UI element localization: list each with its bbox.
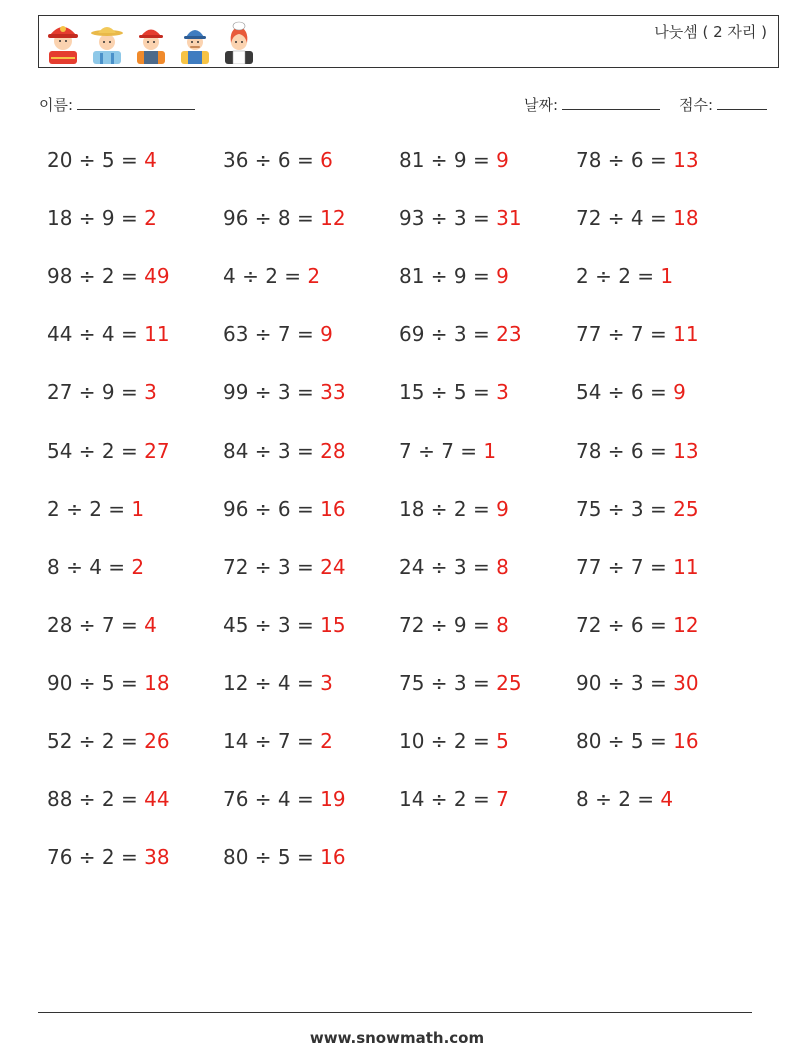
- problem-item: [399, 554, 509, 580]
- problem-item: [223, 670, 333, 696]
- problem-item: [223, 321, 333, 347]
- worksheet-title: 나눗셈 ( 2 자리 ): [654, 23, 767, 41]
- problem-answer: 7: [496, 787, 509, 812]
- farmer-icon: [89, 21, 125, 64]
- problem-answer: 9: [320, 322, 333, 347]
- problem-item: [576, 670, 699, 696]
- problem-item: [223, 612, 346, 638]
- problem-answer: 11: [673, 554, 699, 579]
- problem-question: 45 ÷ 3 =: [223, 612, 321, 637]
- problem-item: [399, 147, 509, 173]
- problem-question: 98 ÷ 2 =: [47, 264, 145, 289]
- problem-item: [576, 554, 699, 580]
- name-blank[interactable]: [77, 96, 195, 110]
- problem-item: [223, 147, 333, 173]
- problem-question: 75 ÷ 3 =: [576, 496, 674, 521]
- problem-question: 10 ÷ 2 =: [399, 729, 497, 753]
- problem-answer: 49: [144, 264, 170, 289]
- problem-item: [399, 670, 522, 696]
- problem-item: [399, 786, 509, 812]
- problem-answer: 9: [496, 148, 509, 172]
- problem-item: [399, 496, 509, 522]
- avatar-strip: [45, 21, 257, 64]
- problem-question: 90 ÷ 5 =: [47, 670, 145, 695]
- problem-question: 76 ÷ 2 =: [47, 845, 145, 870]
- problem-question: 96 ÷ 6 =: [223, 496, 321, 521]
- problem-item: [223, 728, 333, 754]
- problem-item: [47, 205, 157, 231]
- problem-item: [47, 438, 170, 464]
- problem-question: 81 ÷ 9 =: [399, 264, 497, 289]
- problem-answer: 2: [320, 729, 333, 753]
- score-field: [679, 94, 767, 115]
- problem-item: [223, 844, 346, 870]
- problem-question: 54 ÷ 2 =: [47, 438, 145, 463]
- problem-answer: 4: [144, 148, 157, 172]
- problem-answer: 25: [673, 496, 699, 521]
- problem-answer: 18: [144, 670, 170, 695]
- problem-question: 4 ÷ 2 =: [223, 264, 308, 289]
- problem-item: [576, 438, 699, 464]
- problem-item: [47, 786, 170, 812]
- problem-answer: 9: [673, 380, 686, 405]
- problem-question: 20 ÷ 5 =: [47, 148, 145, 172]
- name-field: [39, 94, 195, 115]
- problem-item: [47, 321, 170, 347]
- problem-item: [47, 554, 144, 580]
- problem-question: 99 ÷ 3 =: [223, 380, 321, 405]
- problem-answer: 15: [320, 612, 346, 637]
- problem-question: 80 ÷ 5 =: [223, 845, 321, 870]
- problem-answer: 1: [483, 438, 497, 463]
- problem-item: [576, 786, 673, 812]
- problem-answer: 12: [673, 612, 699, 637]
- problem-question: 18 ÷ 9 =: [47, 206, 145, 231]
- problem-item: [223, 554, 346, 580]
- problem-item: [47, 670, 170, 696]
- problem-item: [223, 496, 346, 522]
- problem-question: 28 ÷ 7 =: [47, 612, 145, 637]
- problem-item: [576, 612, 699, 638]
- problem-answer: 3: [320, 670, 333, 695]
- problem-answer: 13: [673, 148, 699, 172]
- problem-answer: 30: [673, 670, 699, 695]
- problem-question: 8 ÷ 2 =: [576, 787, 661, 812]
- problem-item: [399, 379, 509, 405]
- score-label: 점수:: [679, 96, 714, 114]
- problem-answer: 24: [320, 554, 346, 579]
- problem-question: 69 ÷ 3 =: [399, 322, 497, 347]
- problem-question: 81 ÷ 9 =: [399, 148, 497, 172]
- problem-item: [47, 496, 144, 522]
- problem-question: 78 ÷ 6 =: [576, 148, 674, 172]
- problem-question: 2 ÷ 2 =: [47, 496, 132, 521]
- problem-answer: 26: [144, 729, 170, 753]
- problem-question: 14 ÷ 2 =: [399, 787, 497, 812]
- problem-item: [399, 612, 509, 638]
- problem-item: [399, 321, 522, 347]
- footer-site: www.snowmath.com: [309, 1029, 485, 1047]
- problem-answer: 1: [131, 496, 145, 521]
- problem-answer: 16: [320, 845, 346, 870]
- problem-question: 27 ÷ 9 =: [47, 380, 145, 405]
- problem-item: [223, 786, 346, 812]
- problem-item: [576, 496, 699, 522]
- construction-worker-icon: [133, 21, 169, 64]
- problem-item: [399, 728, 509, 754]
- problem-question: 2 ÷ 2 =: [576, 264, 661, 289]
- problem-item: [47, 728, 170, 754]
- problem-item: [399, 263, 509, 289]
- problem-item: [399, 438, 496, 464]
- problem-question: 36 ÷ 6 =: [223, 148, 321, 172]
- problem-item: [47, 147, 157, 173]
- problem-question: 88 ÷ 2 =: [47, 787, 145, 812]
- problem-answer: 4: [660, 787, 674, 812]
- mechanic-icon: [177, 21, 213, 64]
- problem-answer: 12: [320, 206, 346, 231]
- problem-question: 76 ÷ 4 =: [223, 787, 321, 812]
- worksheet-header: [38, 15, 779, 68]
- problem-answer: 9: [496, 496, 509, 521]
- problem-answer: 8: [496, 554, 509, 579]
- problem-question: 15 ÷ 5 =: [399, 380, 497, 405]
- problem-question: 24 ÷ 3 =: [399, 554, 497, 579]
- problem-answer: 6: [320, 148, 333, 172]
- date-label: 날짜:: [524, 96, 559, 114]
- date-field: [524, 94, 660, 115]
- problem-question: 80 ÷ 5 =: [576, 729, 674, 753]
- problem-answer: 3: [496, 380, 509, 405]
- problem-answer: 23: [496, 322, 522, 347]
- problem-question: 72 ÷ 4 =: [576, 206, 674, 231]
- problem-answer: 2: [131, 554, 145, 579]
- problem-question: 8 ÷ 4 =: [47, 554, 132, 579]
- problem-question: 54 ÷ 6 =: [576, 380, 674, 405]
- problem-question: 18 ÷ 2 =: [399, 496, 497, 521]
- problem-answer: 11: [144, 322, 170, 347]
- problem-answer: 16: [320, 496, 346, 521]
- problem-item: [576, 379, 686, 405]
- problem-question: 93 ÷ 3 =: [399, 206, 497, 231]
- problem-item: [223, 379, 346, 405]
- problem-item: [576, 147, 699, 173]
- footer-divider: [38, 1012, 752, 1013]
- problem-item: [47, 263, 170, 289]
- problem-item: [223, 205, 346, 231]
- problem-answer: 44: [144, 787, 170, 812]
- problem-question: 72 ÷ 3 =: [223, 554, 321, 579]
- problem-answer: 4: [144, 612, 157, 637]
- problem-question: 7 ÷ 7 =: [399, 438, 484, 463]
- problem-answer: 18: [673, 206, 699, 231]
- problem-question: 96 ÷ 8 =: [223, 206, 321, 231]
- problem-answer: 9: [496, 264, 509, 289]
- problem-answer: 38: [144, 845, 170, 870]
- problem-question: 52 ÷ 2 =: [47, 729, 145, 753]
- problem-item: [576, 263, 673, 289]
- problem-item: [47, 379, 157, 405]
- score-blank[interactable]: [717, 96, 767, 110]
- problem-answer: 33: [320, 380, 346, 405]
- problem-question: 90 ÷ 3 =: [576, 670, 674, 695]
- problem-question: 78 ÷ 6 =: [576, 438, 674, 463]
- date-blank[interactable]: [562, 96, 660, 110]
- problem-answer: 13: [673, 438, 699, 463]
- problem-item: [576, 728, 699, 754]
- problem-answer: 25: [496, 670, 522, 695]
- problem-question: 77 ÷ 7 =: [576, 554, 674, 579]
- problem-answer: 16: [673, 729, 699, 753]
- problem-item: [47, 612, 157, 638]
- problem-question: 14 ÷ 7 =: [223, 729, 321, 753]
- problem-question: 72 ÷ 9 =: [399, 612, 497, 637]
- problem-question: 75 ÷ 3 =: [399, 670, 497, 695]
- problem-item: [576, 321, 699, 347]
- problem-question: 63 ÷ 7 =: [223, 322, 321, 347]
- problem-answer: 2: [307, 264, 321, 289]
- firefighter-icon: [45, 21, 81, 64]
- problem-answer: 31: [496, 206, 522, 231]
- problem-answer: 19: [320, 787, 346, 812]
- problem-item: [576, 205, 699, 231]
- problem-question: 44 ÷ 4 =: [47, 322, 145, 347]
- problem-question: 77 ÷ 7 =: [576, 322, 674, 347]
- problem-question: 12 ÷ 4 =: [223, 670, 321, 695]
- problem-answer: 8: [496, 612, 509, 637]
- problem-item: [223, 438, 346, 464]
- problem-answer: 28: [320, 438, 346, 463]
- chef-icon: [221, 21, 257, 64]
- problem-answer: 3: [144, 380, 157, 405]
- problem-answer: 11: [673, 322, 699, 347]
- problem-question: 72 ÷ 6 =: [576, 612, 674, 637]
- problem-question: 84 ÷ 3 =: [223, 438, 321, 463]
- problem-item: [47, 844, 170, 870]
- name-label: 이름:: [39, 96, 74, 114]
- problem-answer: 1: [660, 264, 674, 289]
- problem-item: [223, 263, 320, 289]
- problem-answer: 27: [144, 438, 170, 463]
- problem-answer: 2: [144, 206, 157, 231]
- problem-item: [399, 205, 522, 231]
- problem-answer: 5: [496, 729, 509, 753]
